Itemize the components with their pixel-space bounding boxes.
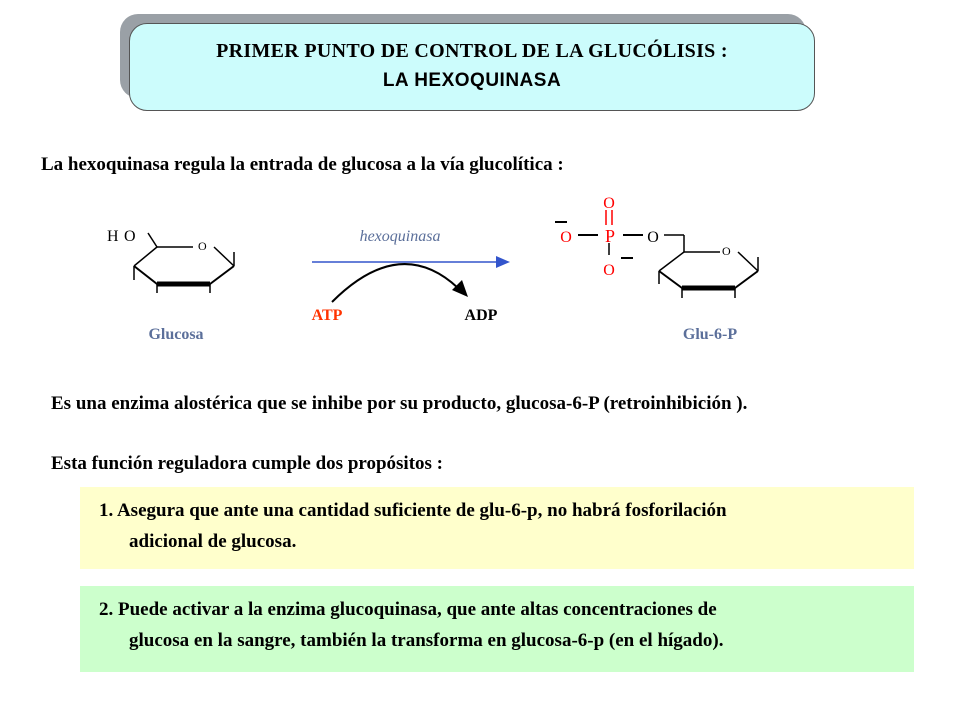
page-title: PRIMER PUNTO DE CONTROL DE LA GLUCÓLISIS :	[216, 40, 728, 62]
phosphate-group	[555, 210, 684, 258]
phosphate-bottom-o: O	[603, 262, 615, 279]
phosphate-top-o: O	[603, 195, 615, 212]
phosphate-bridge-o: O	[647, 229, 659, 246]
purpose-1-line1: 1. Asegura que ante una cantidad suficiente de glu-6-p, no habrá fosforilación	[99, 500, 727, 521]
page-subtitle: LA HEXOQUINASA	[382, 70, 562, 91]
purposes-intro: Esta función reguladora cumple dos propósitos :	[51, 453, 444, 474]
glucose-structure	[134, 233, 234, 293]
intro-text: La hexoquinasa regula la entrada de glucosa a la vía glucolítica :	[41, 154, 564, 175]
purpose-2-line2: glucosa en la sangre, también la transforma en glucosa-6-p (en el hígado).	[129, 630, 724, 651]
purpose-box-2	[80, 586, 914, 672]
cofactor-arrow	[332, 264, 468, 302]
purpose-box-1	[80, 487, 914, 569]
glucose-o-label: O	[124, 228, 136, 245]
enzyme-label: hexoquinasa	[359, 228, 441, 245]
title-banner	[129, 23, 815, 111]
reaction-diagram	[0, 180, 960, 350]
phosphate-p: P	[604, 226, 616, 246]
purpose-2-line1: 2. Puede activar a la enzima glucoquinasa, que ante altas concentraciones de	[99, 599, 717, 620]
atp-label: ATP	[311, 307, 343, 324]
glu6p-label: Glu-6-P	[682, 326, 738, 343]
phosphate-left-o: O	[560, 229, 572, 246]
reaction-arrow	[312, 256, 510, 268]
glucose-6-p-structure	[659, 252, 758, 298]
glucose-label: Glucosa	[148, 326, 204, 343]
glu6p-ring-o: O	[722, 244, 731, 258]
allosteric-statement: Es una enzima alostérica que se inhibe por su producto, glucosa-6-P (retroinhibición ).	[51, 393, 748, 414]
purpose-1-line2: adicional de glucosa.	[129, 531, 297, 552]
glucose-ring-o: O	[198, 239, 207, 253]
glucose-h-label: H	[107, 228, 119, 245]
adp-label: ADP	[464, 307, 498, 324]
